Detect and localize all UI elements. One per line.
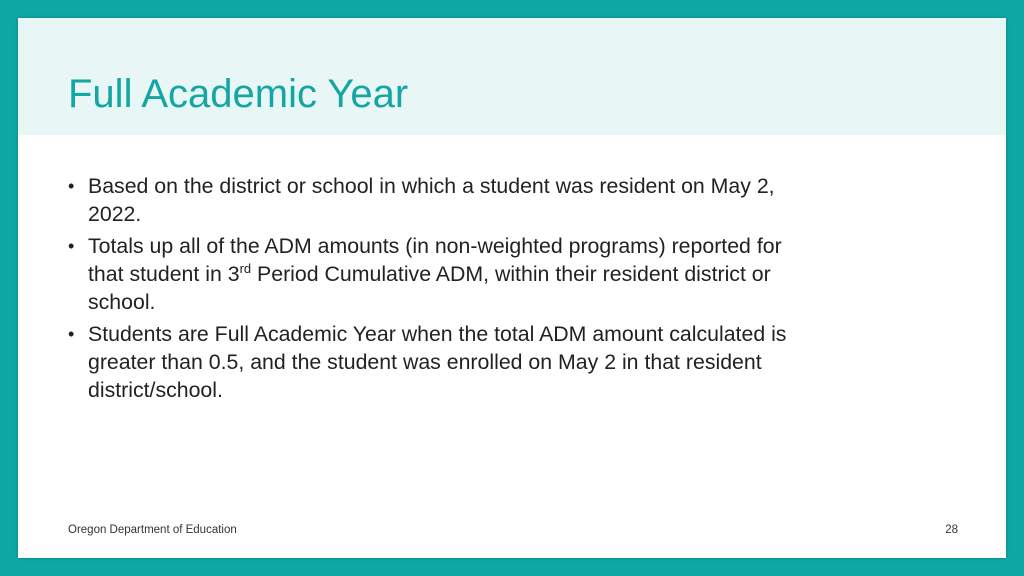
footer-text: Oregon Department of Education — [68, 524, 237, 536]
slide-title: Full Academic Year — [68, 72, 409, 116]
slide — [18, 18, 1006, 558]
bullet-text-after: Period Cumulative ADM, within their resident district or school. — [88, 262, 771, 314]
bullet-item — [68, 320, 788, 404]
bullet-text: Students are Full Academic Year when the total ADM amount calculated is greater than 0.5, and the student was enrolled on May 2 in that resident district/school. — [88, 322, 787, 402]
bullet-list — [68, 172, 788, 408]
bullet-text-before: Totals up all of the ADM amounts (in non-weighted programs) reported for that student in 3 — [88, 234, 782, 286]
bullet-item — [68, 232, 788, 316]
page-number: 28 — [945, 524, 958, 536]
title-band — [18, 18, 1006, 135]
bullet-text: Based on the district or school in which a student was resident on May 2, 2022. — [88, 174, 775, 226]
bullet-icon: • — [68, 324, 75, 344]
bullet-icon: • — [68, 236, 75, 256]
ordinal-suffix: rd — [239, 261, 252, 276]
bullet-icon: • — [68, 176, 75, 196]
bullet-item — [68, 172, 788, 228]
